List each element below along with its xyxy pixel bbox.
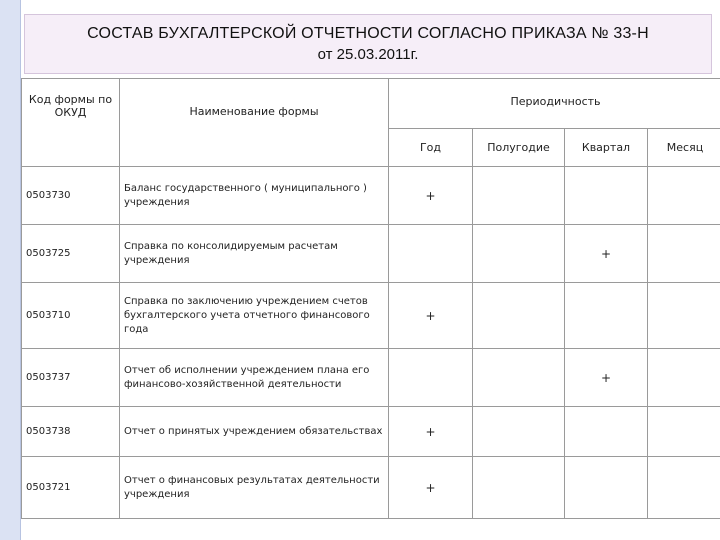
form-name: Отчет о финансовых результатах деятельности учреждения <box>120 457 389 519</box>
form-name: Справка по консолидируемым расчетам учреждения <box>120 225 389 283</box>
header-name: Наименование формы <box>120 79 389 167</box>
mark-month <box>648 283 720 349</box>
mark-month <box>648 407 720 457</box>
slide-title-box <box>24 14 712 74</box>
mark-halfyear <box>473 457 565 519</box>
header-periodicity: Периодичность <box>389 79 720 129</box>
table-row <box>22 457 720 519</box>
mark-month <box>648 349 720 407</box>
table-row <box>22 283 720 349</box>
mark-quarter: + <box>565 225 648 283</box>
form-code: 0503710 <box>22 283 120 349</box>
table-row <box>22 407 720 457</box>
mark-month <box>648 225 720 283</box>
header-halfyear: Полугодие <box>473 129 565 167</box>
mark-year <box>389 349 473 407</box>
form-code: 0503737 <box>22 349 120 407</box>
header-month: Месяц <box>648 129 720 167</box>
mark-halfyear <box>473 349 565 407</box>
slide-side-bar <box>0 0 21 540</box>
mark-quarter <box>565 457 648 519</box>
mark-year: + <box>389 283 473 349</box>
mark-month <box>648 457 720 519</box>
mark-halfyear <box>473 407 565 457</box>
reporting-forms-table <box>21 78 720 519</box>
mark-halfyear <box>473 225 565 283</box>
mark-year: + <box>389 457 473 519</box>
mark-halfyear <box>473 283 565 349</box>
mark-year: + <box>389 167 473 225</box>
form-code: 0503721 <box>22 457 120 519</box>
mark-quarter: + <box>565 349 648 407</box>
table-row <box>22 349 720 407</box>
header-code: Код формы по ОКУД <box>22 79 120 167</box>
mark-quarter <box>565 407 648 457</box>
table-header-row <box>22 79 720 129</box>
slide-title: СОСТАВ БУХГАЛТЕРСКОЙ ОТЧЕТНОСТИ СОГЛАСНО ПРИКАЗА № 33-Н <box>87 25 649 42</box>
mark-quarter <box>565 283 648 349</box>
form-name: Справка по заключению учреждением счетов бухгалтерского учета отчетного финансового года <box>120 283 389 349</box>
slide-subtitle-date: от 25.03.2011г. <box>317 46 419 63</box>
header-quarter: Квартал <box>565 129 648 167</box>
form-name: Отчет об исполнении учреждением плана его финансово-хозяйственной деятельности <box>120 349 389 407</box>
table-row <box>22 167 720 225</box>
mark-year <box>389 225 473 283</box>
mark-halfyear <box>473 167 565 225</box>
form-code: 0503730 <box>22 167 120 225</box>
table-row <box>22 225 720 283</box>
header-year: Год <box>389 129 473 167</box>
mark-quarter <box>565 167 648 225</box>
mark-month <box>648 167 720 225</box>
form-name: Баланс государственного ( муниципального ) учреждения <box>120 167 389 225</box>
mark-year: + <box>389 407 473 457</box>
form-code: 0503725 <box>22 225 120 283</box>
form-name: Отчет о принятых учреждением обязательствах <box>120 407 389 457</box>
form-code: 0503738 <box>22 407 120 457</box>
